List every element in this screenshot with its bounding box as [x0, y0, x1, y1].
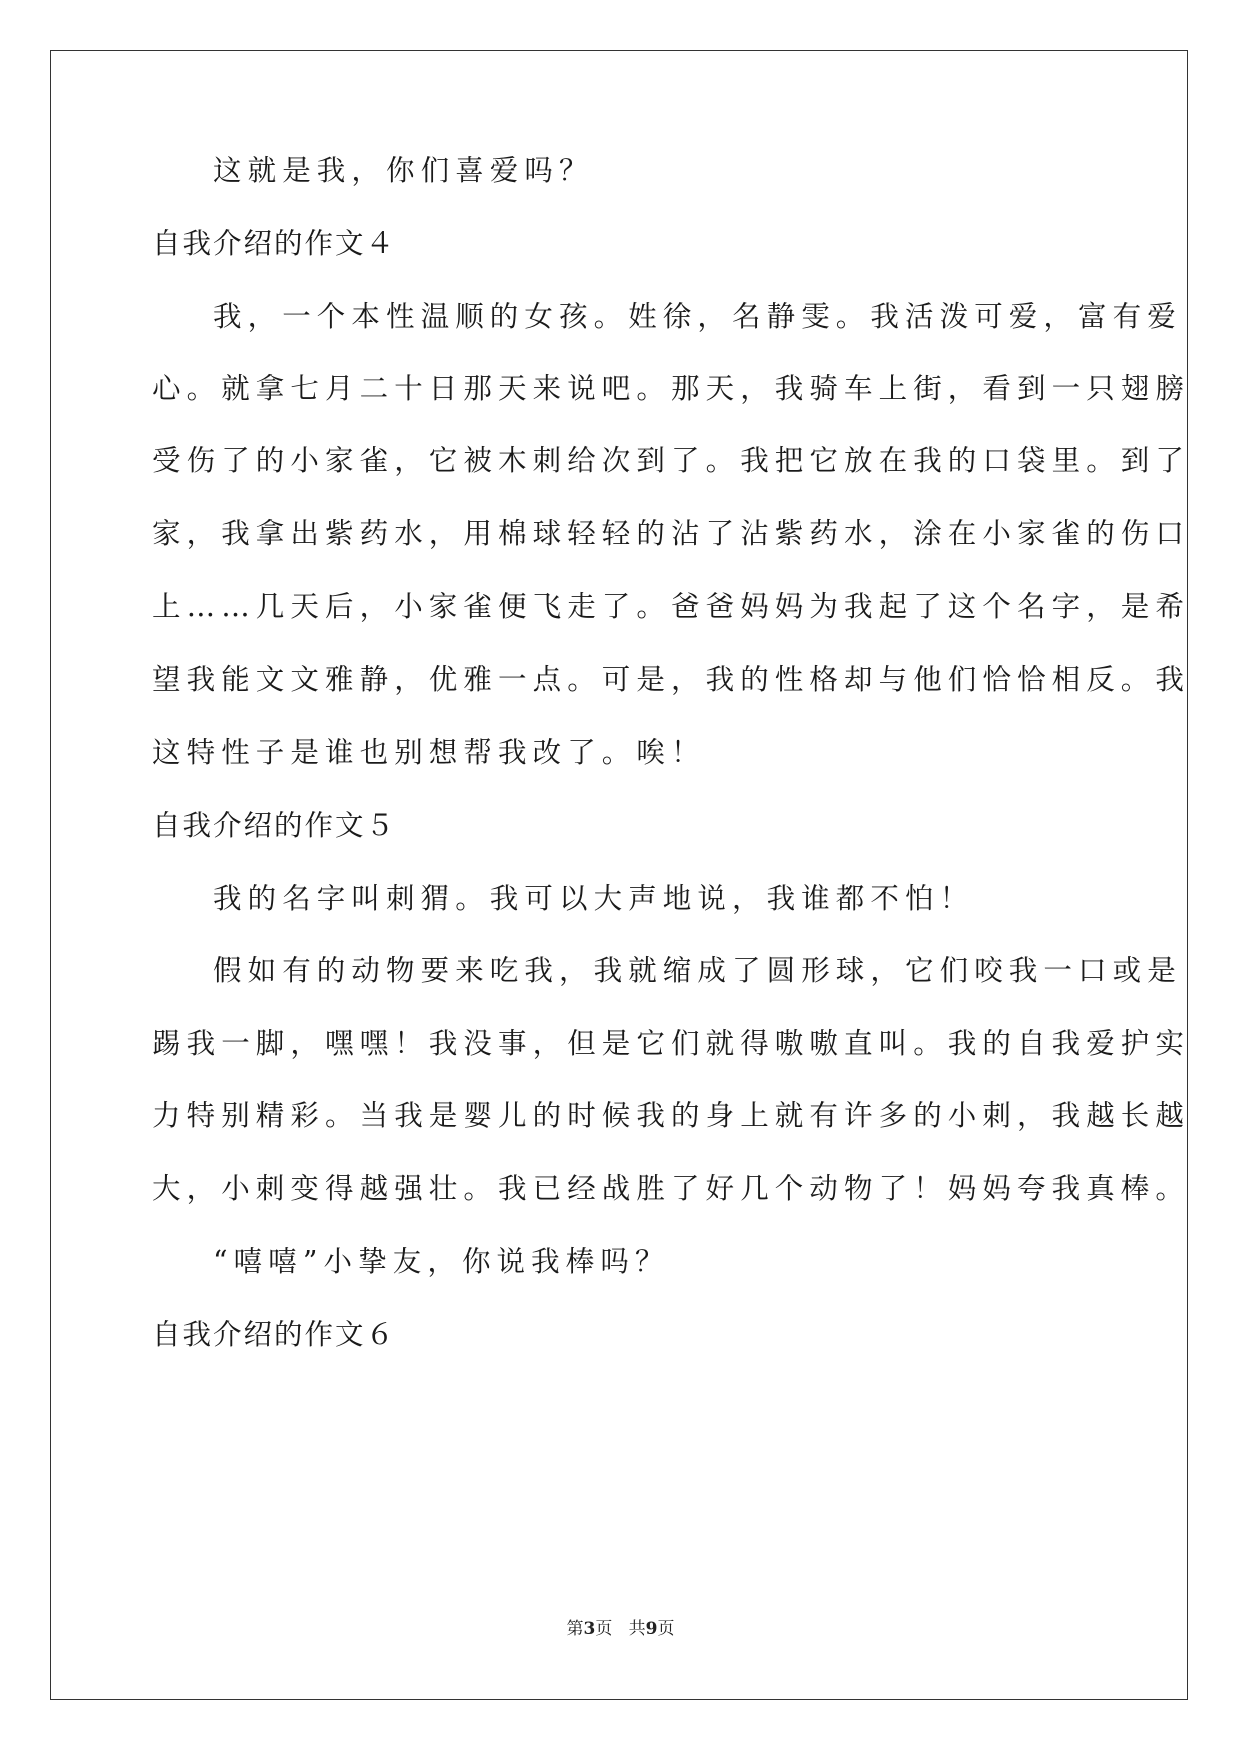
footer-middle: 页 共	[595, 1619, 646, 1639]
paragraph-line: “嘻嘻”小挚友，你说我棒吗？	[213, 1245, 670, 1278]
paragraph-line: 我，一个本性温顺的女孩。姓徐，名静雯。我活泼可爱，富有爱	[213, 300, 1182, 333]
paragraph-line: 心。就拿七月二十日那天来说吧。那天，我骑车上街，看到一只翅膀	[152, 372, 1191, 405]
paragraph-line: 家，我拿出紫药水，用棉球轻轻的沾了沾紫药水，涂在小家雀的伤口	[152, 517, 1191, 550]
section-heading: 自我介绍的作文５	[152, 809, 397, 842]
paragraph-line: 我的名字叫刺猬。我可以大声地说，我谁都不怕！	[213, 882, 975, 915]
paragraph-line: 这就是我，你们喜爱吗？	[213, 154, 594, 187]
paragraph-line: 这特性子是谁也别想帮我改了。唉！	[152, 736, 706, 769]
paragraph-line: 踢我一脚，嘿嘿！我没事，但是它们就得嗷嗷直叫。我的自我爱护实	[152, 1027, 1191, 1060]
section-heading: 自我介绍的作文６	[152, 1318, 397, 1351]
section-heading: 自我介绍的作文４	[152, 227, 397, 260]
page-footer	[0, 1617, 1241, 1641]
total-pages-number: 9	[645, 1619, 658, 1639]
paragraph-line: 大，小刺变得越强壮。我已经战胜了好几个动物了！妈妈夸我真棒。	[152, 1172, 1191, 1205]
current-page-number: 3	[583, 1619, 596, 1639]
paragraph-line: 上……几天后，小家雀便飞走了。爸爸妈妈为我起了这个名字，是希	[152, 590, 1191, 623]
footer-suffix: 页	[657, 1619, 675, 1639]
paragraph-line: 力特别精彩。当我是婴儿的时候我的身上就有许多的小刺，我越长越	[152, 1099, 1191, 1132]
paragraph-line: 受伤了的小家雀，它被木刺给次到了。我把它放在我的口袋里。到了	[152, 444, 1191, 477]
paragraph-line: 假如有的动物要来吃我，我就缩成了圆形球，它们咬我一口或是	[213, 954, 1182, 987]
paragraph-line: 望我能文文雅静，优雅一点。可是，我的性格却与他们恰恰相反。我	[152, 663, 1191, 696]
footer-prefix: 第	[566, 1619, 584, 1639]
